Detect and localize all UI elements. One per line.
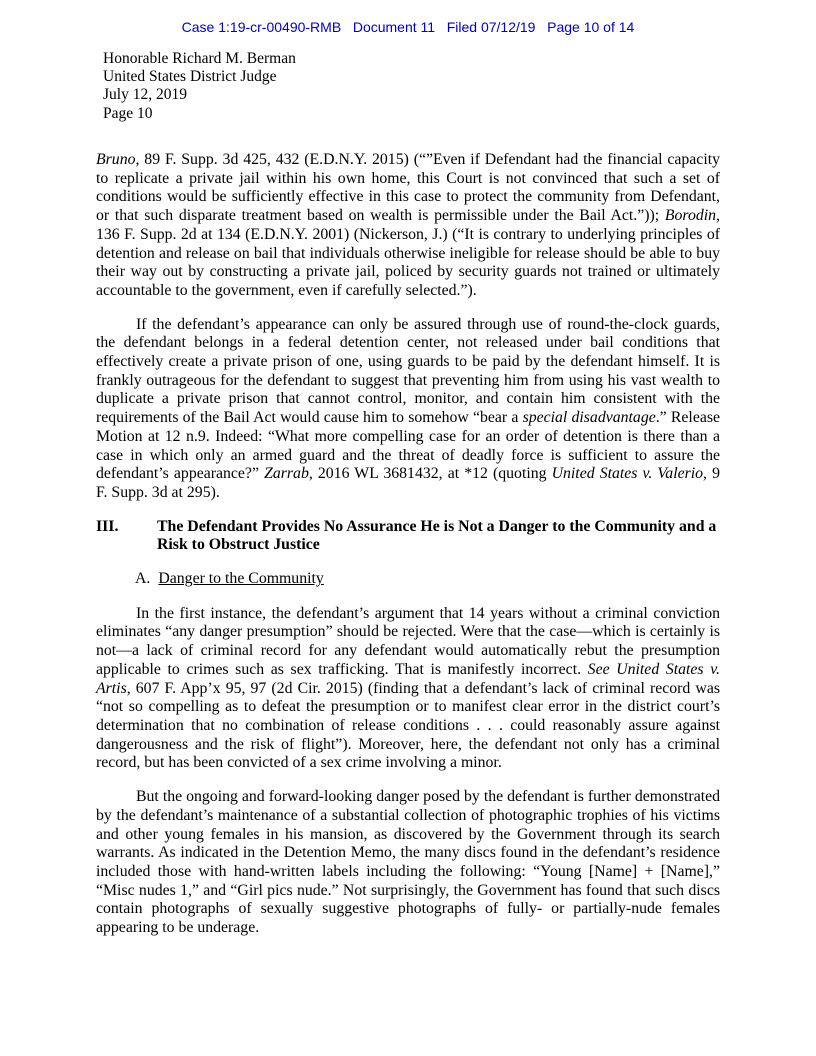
- address-line: July 12, 2019: [103, 86, 187, 104]
- subsection-title: Danger to the Community: [158, 570, 324, 588]
- section-title: The Defendant Provides No Assurance He is Not a Danger to the Community and a Risk to Obstruct Justice: [157, 517, 717, 554]
- document-body: [96, 151, 720, 953]
- section-heading: [96, 518, 720, 555]
- paragraph: But the ongoing and forward-looking danger posed by the defendant is further demonstrated by the defendant’s maintenance of a substantial collection of photographic trophies of his victims and other young females in his mansion, as discovered by the Government through its search warrants. As indicated in the Detention Memo, the many discs found in the defendant’s residence included those with hand-written labels including the following: “Young [Name] + [Name],” “Misc nudes 1,” and “Girl pics nude.” Not surprisingly, the Government has found that such discs contain photographs of sexually suggestive photographs of fully- or partially-nude females appearing to be underage.: [96, 788, 720, 937]
- subsection-heading: [135, 570, 720, 589]
- paragraph: Bruno, 89 F. Supp. 3d 425, 432 (E.D.N.Y. 2015) (“”Even if Defendant had the financial capacity to replicate a private jail within his own home, this Court is not convinced that such a set of conditions would be sufficiently effective in this case to protect the community from Defendant, or that such disparate treatment based on wealth is permissible under the Bail Act.”)); Borodin, 136 F. Supp. 2d at 134 (E.D.N.Y. 2001) (Nickerson, J.) (“It is contrary to underlying principles of detention and release on bail that individuals otherwise ineligible for release should be able to buy their way out by constructing a private jail, policed by security guards not trained or ultimately accountable to the government, even if carefully selected.”).: [96, 151, 720, 299]
- address-line: United States District Judge: [103, 68, 277, 86]
- recipient-block: [103, 50, 296, 123]
- case-stamp: Case 1:19-cr-00490-RMB Document 11 Filed 07/12/19 Page 10 of 14: [181, 19, 635, 35]
- subsection-label: A.: [135, 570, 151, 588]
- address-line: Honorable Richard M. Berman: [103, 50, 296, 67]
- paragraph: In the first instance, the defendant’s argument that 14 years without a criminal conviction eliminates “any danger presumption” should be rejected. Were that the case—which is certainly is not—a lack of criminal record for any defendant would automatically rebut the presumption applicable to crimes such as sex trafficking. That is manifestly incorrect. See United States v. Artis, 607 F. App’x 95, 97 (2d Cir. 2015) (finding that a defendant’s lack of criminal record was “not so compelling as to defeat the presumption or to manifest clear error in the district court’s determination that no combination of release conditions . . . could reasonably assure against dangerousness and the risk of flight”). Moreover, here, the defendant not only has a criminal record, but has been convicted of a sex crime involving a minor.: [96, 604, 720, 772]
- address-line: Page 10: [103, 104, 153, 122]
- paragraph: If the defendant’s appearance can only be assured through use of round-the-clock guards, the defendant belongs in a federal detention center, not released under bail conditions that effectively create a private prison of one, using guards to be paid by the defendant himself. It is frankly outrageous for the defendant to suggest that preventing him from using his vast wealth to duplicate a private prison that cannot control, monitor, and contain him consistent with the requirements of the Bail Act would cause him to somehow “bear a special disadvantage.” Release Motion at 12 n.9. Indeed: “What more compelling case for an order of detention is there than a case in which only an armed guard and the threat of deadly force is sufficient to assure the defendant’s appearance?” Zarrab, 2016 WL 3681432, at *12 (quoting United States v. Valerio, 9 F. Supp. 3d at 295).: [96, 315, 720, 501]
- section-number: III.: [96, 517, 119, 535]
